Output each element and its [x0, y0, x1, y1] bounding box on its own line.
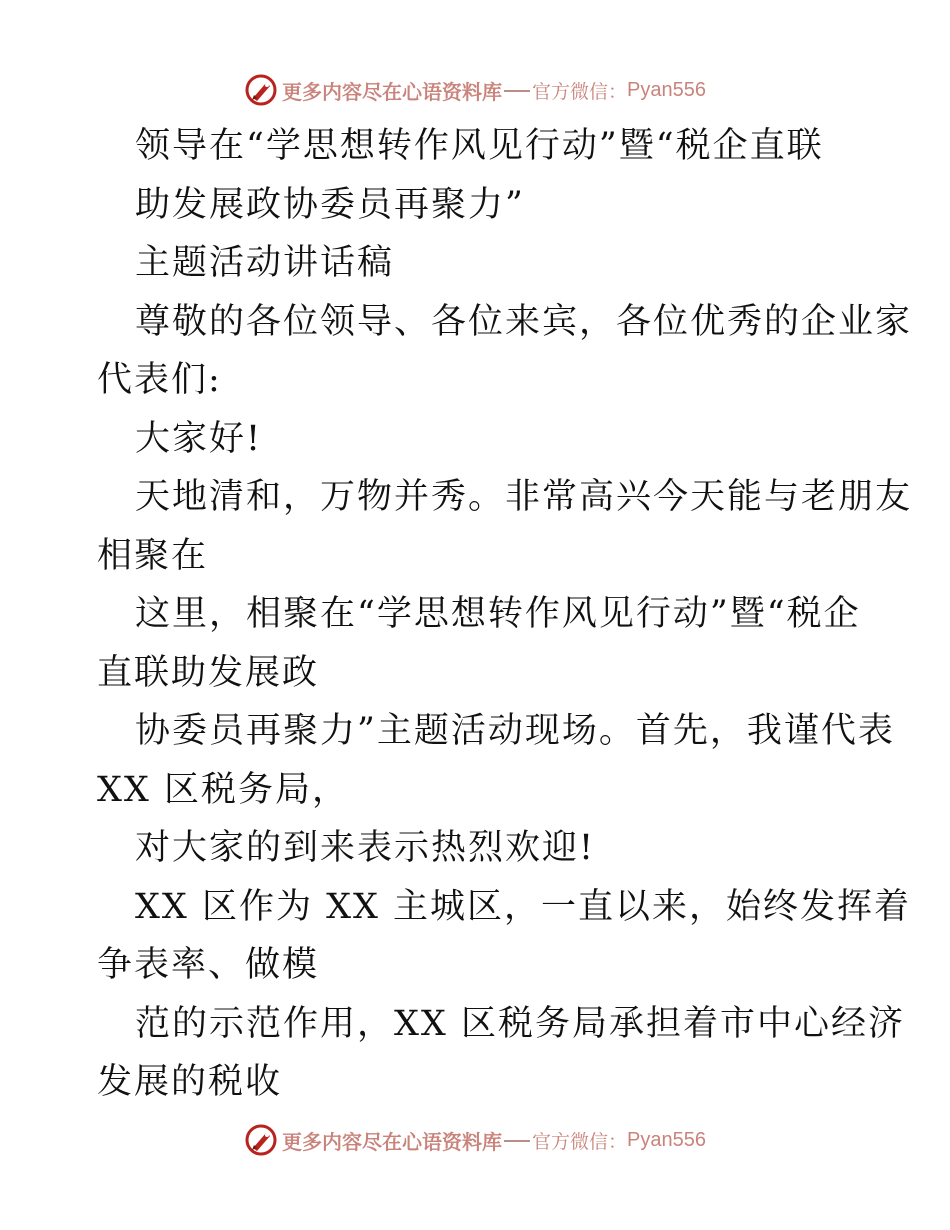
- banner-dash: [504, 1140, 530, 1142]
- paragraph-line: 对大家的到来表示热烈欢迎!: [135, 828, 596, 868]
- paragraph-line: 范的示范作用，XX 区税务局承担着市中心经济: [135, 1003, 905, 1044]
- paragraph-line: 直联助发展政: [97, 652, 320, 693]
- paragraph-line: XX 区税务局，: [97, 769, 349, 810]
- library-text: 更多内容尽在心语资料库: [282, 79, 502, 104]
- wechat-id: Pyan556: [627, 78, 706, 101]
- paragraph-line: 这里，相聚在“学思想转作风见行动”暨“税企: [135, 594, 861, 634]
- document-body: [97, 117, 913, 1112]
- header-banner: [0, 70, 950, 110]
- paragraph-line: 尊敬的各位领导、各位来宾，各位优秀的企业家: [135, 301, 913, 342]
- pen-logo-icon: [244, 73, 278, 107]
- wechat-label: 官方微信：: [532, 1130, 628, 1153]
- wechat-label: 官方微信：: [532, 80, 628, 103]
- paragraph-line: 代表们:: [97, 360, 222, 400]
- paragraph-line: 发展的税收: [97, 1062, 283, 1102]
- paragraph-line: XX 区作为 XX 主城区，一直以来，始终发挥着: [135, 886, 912, 927]
- paragraph-line: 协委员再聚力”主题活动现场。首先，我谨代表: [135, 711, 895, 751]
- title-line-3: 主题活动讲话稿: [135, 243, 395, 283]
- library-text: 更多内容尽在心语资料库: [282, 1129, 502, 1154]
- wechat-id: Pyan556: [627, 1128, 706, 1151]
- paragraph-line: 天地清和，万物并秀。非常高兴今天能与老朋友: [135, 477, 913, 517]
- title-line-1: 领导在“学思想转作风见行动”暨“税企直联: [135, 126, 824, 166]
- banner-dash: [504, 90, 530, 92]
- title-line-2: 助发展政协委员再聚力”: [135, 184, 525, 225]
- paragraph-line: 相聚在: [97, 535, 209, 576]
- paragraph-line: 争表率、做模: [97, 945, 320, 985]
- pen-logo-icon: [244, 1123, 278, 1157]
- paragraph-line: 大家好!: [135, 418, 263, 459]
- footer-banner: [0, 1120, 950, 1160]
